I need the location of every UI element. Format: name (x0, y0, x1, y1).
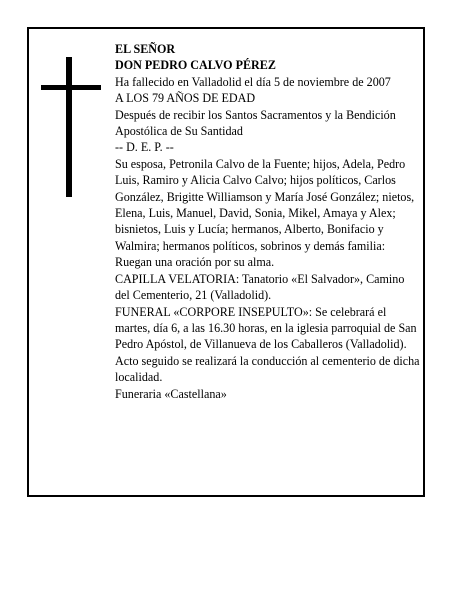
family-list: Su esposa, Petronila Calvo de la Fuente; hijos, Adela, Pedro Luis, Ramiro y Alicia Calvo Calvo; hijos políticos, Carlos González, Brigitte Williamson y María José González; nietos, Elena, Luis, Manuel, David, Sonia, Mikel, Amaya y Alex; bisnietos, Luis y Lucía; hermanos, Alberto, Bonifacio y Walmira; hermanos políticos, sobrinos y demás familia: (115, 156, 415, 253)
cross-horizontal-bar (41, 85, 101, 90)
chapel-info: CAPILLA VELATORIA: Tanatorio «El Salvador», Camino del Cementerio, 21 (Valladolid). (115, 271, 405, 303)
sacraments-line: Después de recibir los Santos Sacramentos y la Bendición Apostólica de Su Santidad (115, 107, 396, 139)
cross-vertical-bar (66, 57, 72, 197)
heading-title: EL SEÑOR (115, 42, 176, 56)
prayer-request: Ruegan una oración por su alma. (115, 255, 275, 270)
death-notice: Ha fallecido en Valladolid el día 5 de noviembre de 2007 (115, 74, 391, 89)
age-line: A LOS 79 AÑOS DE EDAD (115, 91, 256, 106)
obituary-text (115, 41, 421, 402)
obituary-notice (27, 27, 425, 497)
cross-icon (41, 57, 101, 197)
rip-line: -- D. E. P. -- (115, 140, 174, 155)
funeral-home: Funeraria «Castellana» (115, 386, 227, 401)
deceased-name: DON PEDRO CALVO PÉREZ (115, 58, 276, 73)
funeral-info: FUNERAL «CORPORE INSEPULTO»: Se celebrará el martes, día 6, a las 16.30 horas, en la iglesia parroquial de San Pedro Apóstol, de Villanueva de los Caballeros (Valladolid). Acto seguido se realizará la conducción al cementerio de dicha localidad. (115, 304, 420, 385)
